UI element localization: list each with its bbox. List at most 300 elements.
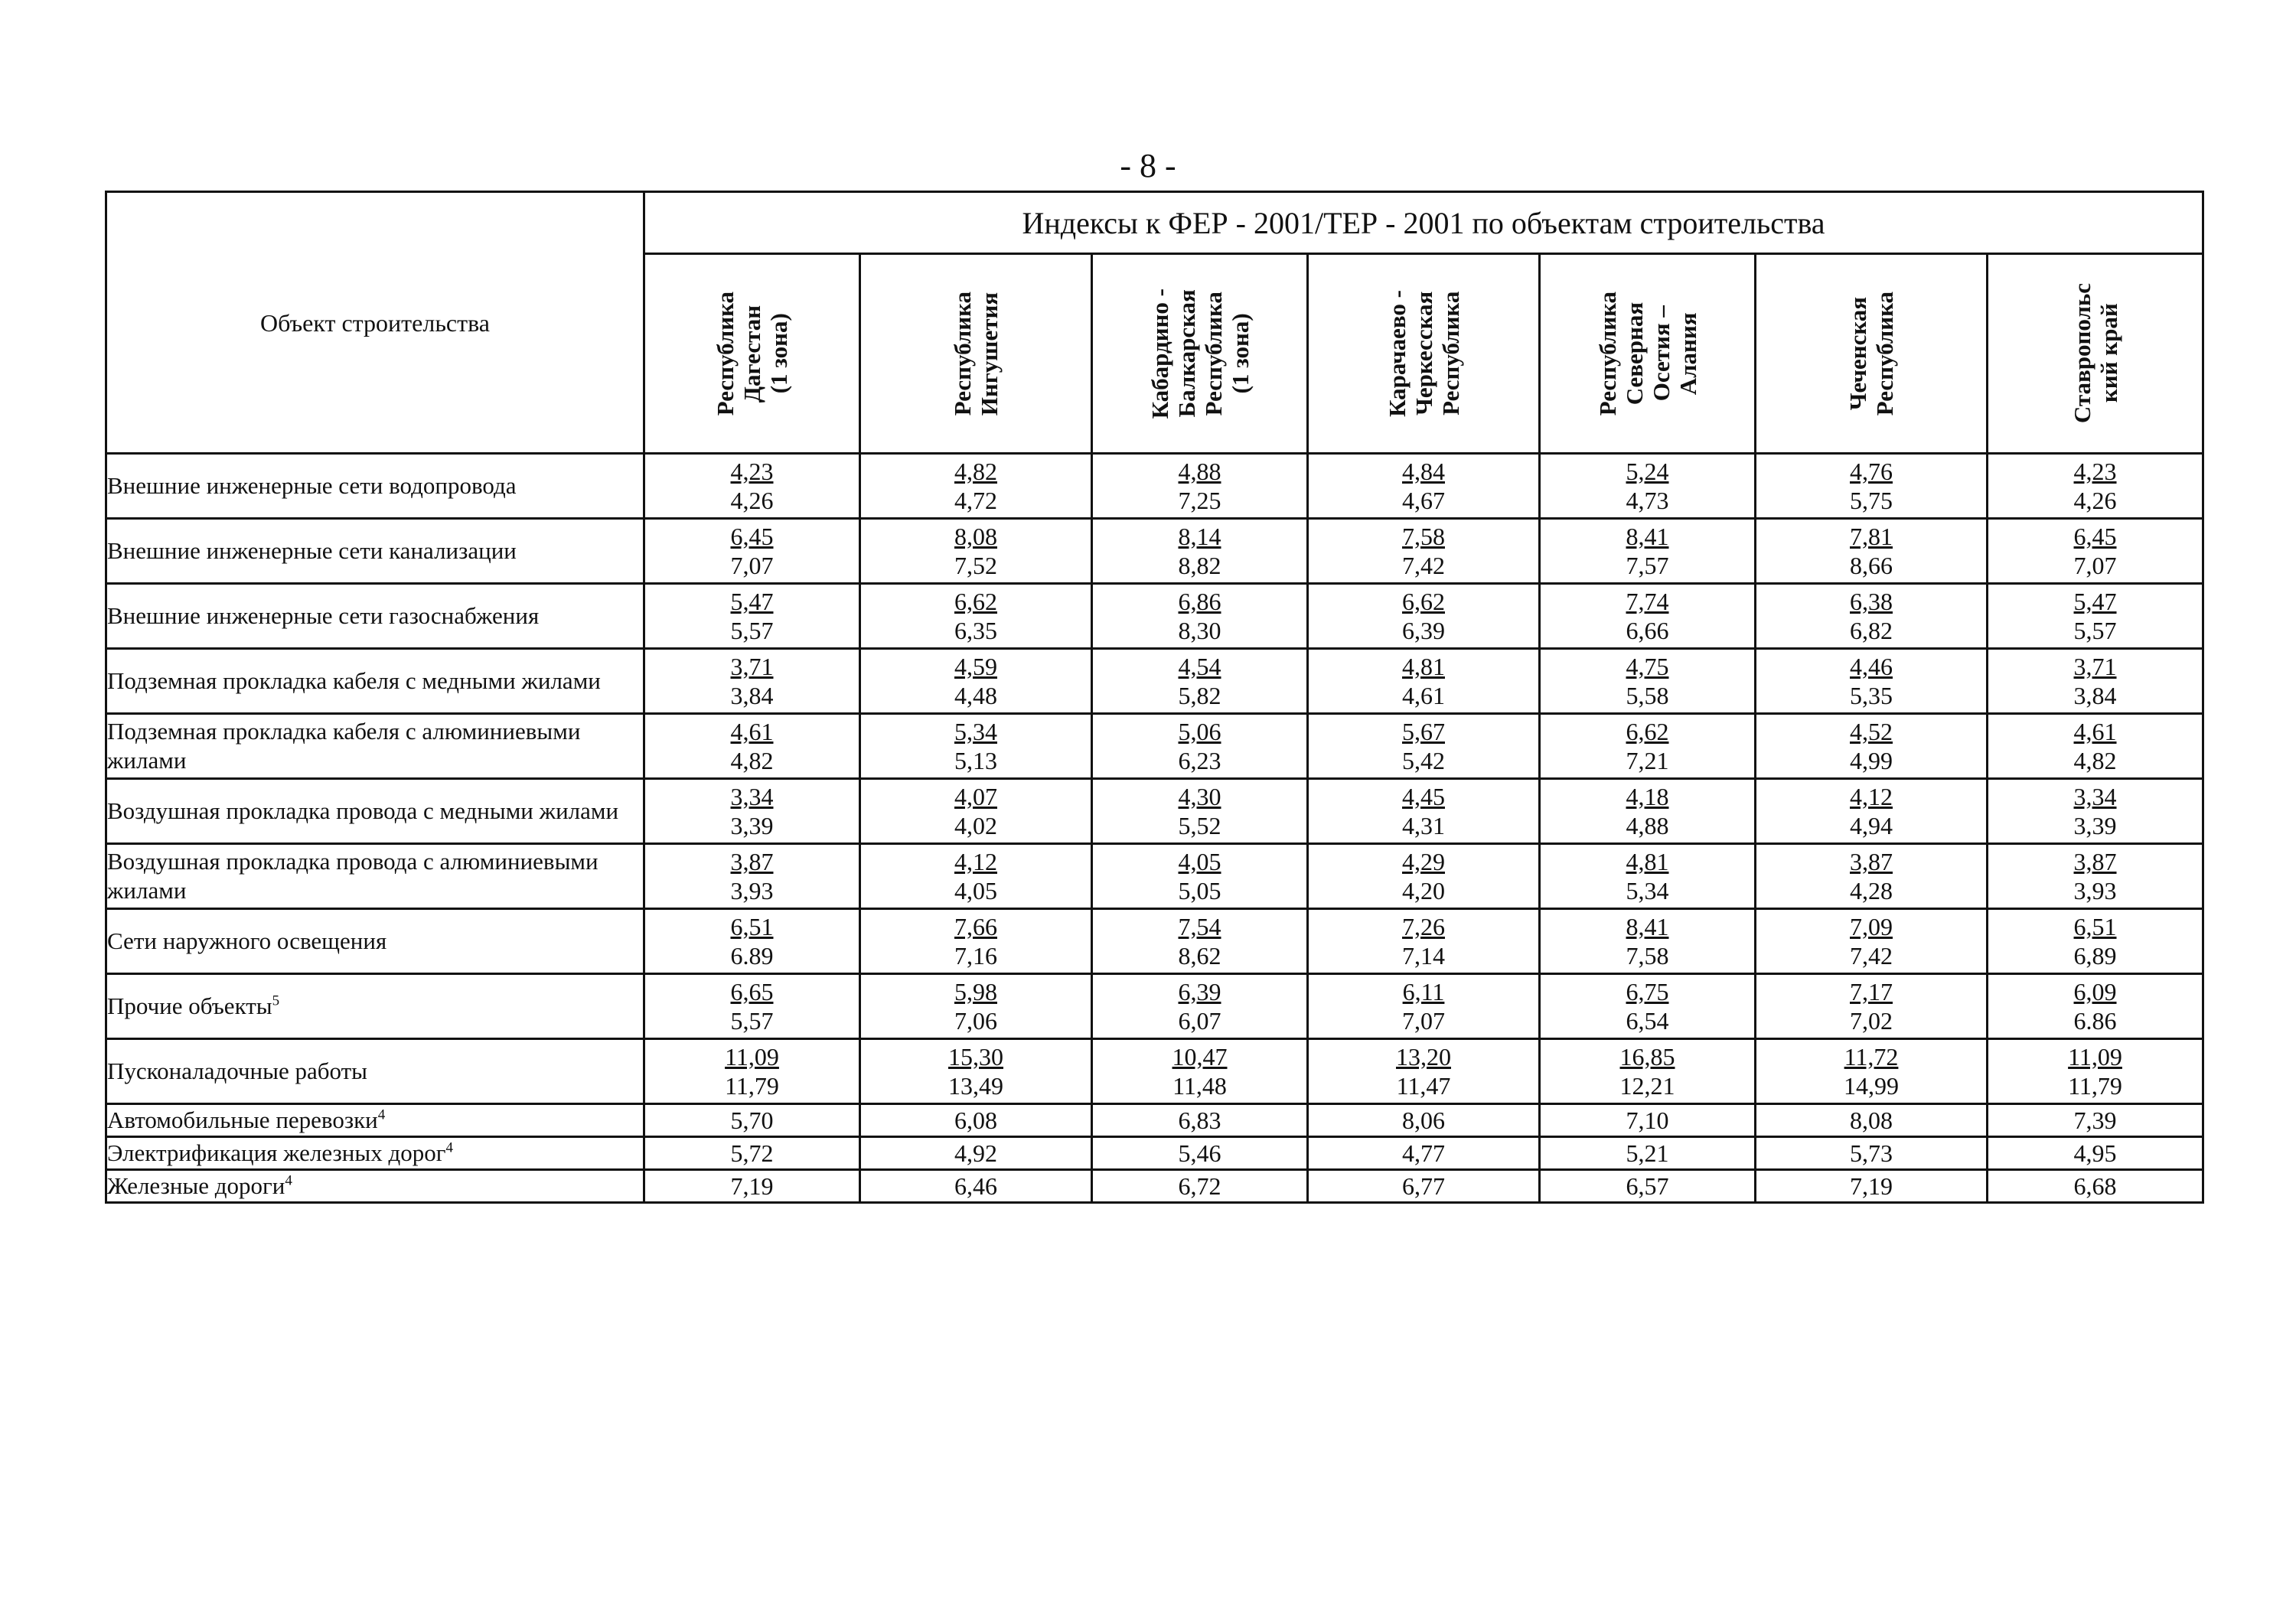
row-label xyxy=(106,714,644,779)
ter-index-value: 4,05 xyxy=(954,877,997,904)
ter-index-value: 7,42 xyxy=(1402,552,1445,579)
footnote-marker: 5 xyxy=(272,992,280,1009)
index-cell xyxy=(644,844,860,909)
index-cell xyxy=(1756,714,1988,779)
table-row xyxy=(106,649,2203,714)
fer-index-value: 4,88 xyxy=(1178,458,1221,485)
index-cell xyxy=(1308,1137,1540,1170)
fer-index-value: 11,72 xyxy=(1844,1043,1899,1071)
fer-index-value: 4,75 xyxy=(1626,653,1669,680)
row-label xyxy=(106,1039,644,1104)
fer-index-value: 6,45 xyxy=(730,523,774,550)
index-cell xyxy=(1092,454,1308,519)
fer-index-value: 6,65 xyxy=(730,978,774,1005)
row-label xyxy=(106,649,644,714)
ter-index-value: 7,25 xyxy=(1178,487,1221,514)
ter-index-value: 5,57 xyxy=(2073,617,2117,644)
ter-index-value: 7,14 xyxy=(1402,942,1445,970)
fer-index-value: 6,51 xyxy=(2073,913,2117,940)
fer-index-value: 3,87 xyxy=(2073,848,2117,875)
ter-index-value: 7,07 xyxy=(730,552,774,579)
index-cell xyxy=(1092,1039,1308,1104)
index-cell xyxy=(1092,974,1308,1039)
index-value: 8,08 xyxy=(1850,1106,1893,1134)
ter-index-value: 7,07 xyxy=(1402,1007,1445,1035)
ter-index-value: 3,39 xyxy=(730,812,774,839)
ter-index-value: 4,99 xyxy=(1850,747,1893,774)
ter-index-value: 6,07 xyxy=(1178,1007,1221,1035)
ter-index-value: 6,39 xyxy=(1402,617,1445,644)
ter-index-value: 4,72 xyxy=(954,487,997,514)
index-cell xyxy=(1092,714,1308,779)
fer-index-value: 6,09 xyxy=(2073,978,2117,1005)
fer-index-value: 4,54 xyxy=(1178,653,1221,680)
index-cell xyxy=(1988,1137,2203,1170)
fer-index-value: 6,62 xyxy=(1626,718,1669,745)
table-row xyxy=(106,1104,2203,1137)
fer-index-value: 5,06 xyxy=(1178,718,1221,745)
fer-index-value: 15,30 xyxy=(948,1043,1003,1071)
index-cell xyxy=(1540,584,1756,649)
index-cell xyxy=(1988,519,2203,584)
ter-index-value: 5,58 xyxy=(1626,682,1669,709)
fer-index-value: 4,23 xyxy=(730,458,774,485)
index-cell xyxy=(1756,584,1988,649)
row-label-text: Пусконаладочные работы xyxy=(107,1058,367,1084)
index-table xyxy=(105,191,2204,1204)
row-label xyxy=(106,454,644,519)
fer-index-value: 8,14 xyxy=(1178,523,1221,550)
index-cell xyxy=(1540,1039,1756,1104)
index-cell xyxy=(1756,1039,1988,1104)
index-value: 4,95 xyxy=(2073,1139,2117,1167)
index-cell xyxy=(1540,909,1756,974)
index-cell xyxy=(1988,584,2203,649)
index-cell xyxy=(860,974,1092,1039)
ter-index-value: 3,84 xyxy=(730,682,774,709)
fer-index-value: 10,47 xyxy=(1172,1043,1228,1071)
ter-index-value: 7,42 xyxy=(1850,942,1893,970)
index-cell xyxy=(1092,584,1308,649)
table-row xyxy=(106,454,2203,519)
row-label-text: Подземная прокладка кабеля с медными жилами xyxy=(107,667,601,694)
fer-index-value: 8,41 xyxy=(1626,523,1669,550)
index-cell xyxy=(1308,1170,1540,1203)
fer-index-value: 3,87 xyxy=(1850,848,1893,875)
index-cell xyxy=(1540,779,1756,844)
row-label-text: Автомобильные перевозки xyxy=(107,1106,378,1133)
ter-index-value: 4,26 xyxy=(730,487,774,514)
fer-index-value: 4,45 xyxy=(1402,783,1445,810)
fer-index-value: 7,66 xyxy=(954,913,997,940)
index-value: 6,46 xyxy=(954,1172,997,1200)
fer-index-value: 13,20 xyxy=(1396,1043,1451,1071)
ter-index-value: 4,67 xyxy=(1402,487,1445,514)
index-cell xyxy=(1540,1137,1756,1170)
index-cell xyxy=(1988,844,2203,909)
fer-index-value: 7,58 xyxy=(1402,523,1445,550)
index-cell xyxy=(1308,714,1540,779)
ter-index-value: 4,61 xyxy=(1402,682,1445,709)
index-cell xyxy=(860,1170,1092,1203)
index-cell xyxy=(1092,1104,1308,1137)
ter-index-value: 5,42 xyxy=(1402,747,1445,774)
index-cell xyxy=(1308,454,1540,519)
fer-index-value: 7,74 xyxy=(1626,588,1669,615)
fer-index-value: 7,09 xyxy=(1850,913,1893,940)
row-label xyxy=(106,844,644,909)
fer-index-value: 6,51 xyxy=(730,913,774,940)
index-value: 7,19 xyxy=(730,1172,774,1200)
ter-index-value: 5,52 xyxy=(1178,812,1221,839)
index-cell xyxy=(644,909,860,974)
fer-index-value: 6,45 xyxy=(2073,523,2117,550)
fer-index-value: 4,52 xyxy=(1850,718,1893,745)
fer-index-value: 4,12 xyxy=(954,848,997,875)
fer-index-value: 4,46 xyxy=(1850,653,1893,680)
index-cell xyxy=(1308,1039,1540,1104)
fer-index-value: 8,41 xyxy=(1626,913,1669,940)
ter-index-value: 3,93 xyxy=(730,877,774,904)
fer-index-value: 4,30 xyxy=(1178,783,1221,810)
ter-index-value: 11,79 xyxy=(725,1072,779,1100)
ter-index-value: 4,26 xyxy=(2073,487,2117,514)
index-value: 6,08 xyxy=(954,1106,997,1134)
fer-index-value: 4,82 xyxy=(954,458,997,485)
index-cell xyxy=(1756,779,1988,844)
fer-index-value: 4,12 xyxy=(1850,783,1893,810)
ter-index-value: 3,84 xyxy=(2073,682,2117,709)
fer-index-value: 5,67 xyxy=(1402,718,1445,745)
fer-index-value: 4,84 xyxy=(1402,458,1445,485)
index-cell xyxy=(644,584,860,649)
table-row xyxy=(106,909,2203,974)
index-cell xyxy=(860,909,1092,974)
region-header: Республика Северная Осетия – Алания xyxy=(1540,254,1756,454)
row-label xyxy=(106,909,644,974)
index-cell xyxy=(1988,714,2203,779)
region-header: Ставропольс кий край xyxy=(1988,254,2203,454)
indices-main-header: Индексы к ФЕР - 2001/ТЕР - 2001 по объектам строительства xyxy=(644,192,2203,254)
fer-index-value: 5,47 xyxy=(730,588,774,615)
index-cell xyxy=(1756,1104,1988,1137)
index-cell xyxy=(1308,844,1540,909)
ter-index-value: 5,57 xyxy=(730,617,774,644)
index-cell xyxy=(1756,1137,1988,1170)
fer-index-value: 6,62 xyxy=(954,588,997,615)
index-value: 6,83 xyxy=(1178,1106,1221,1134)
fer-index-value: 5,24 xyxy=(1626,458,1669,485)
ter-index-value: 5,82 xyxy=(1178,682,1221,709)
ter-index-value: 6,89 xyxy=(2073,942,2117,970)
index-cell xyxy=(860,844,1092,909)
index-cell xyxy=(1092,1170,1308,1203)
index-cell xyxy=(1988,909,2203,974)
ter-index-value: 5,75 xyxy=(1850,487,1893,514)
ter-index-value: 6,66 xyxy=(1626,617,1669,644)
fer-index-value: 3,34 xyxy=(730,783,774,810)
fer-index-value: 4,23 xyxy=(2073,458,2117,485)
ter-index-value: 7,02 xyxy=(1850,1007,1893,1035)
region-header: Кабардино - Балкарская Республика (1 зона) xyxy=(1092,254,1308,454)
index-cell xyxy=(1756,519,1988,584)
index-value: 5,21 xyxy=(1626,1139,1669,1167)
region-header: Республика Ингушетия xyxy=(860,254,1092,454)
index-cell xyxy=(1988,1170,2203,1203)
index-cell xyxy=(1988,1039,2203,1104)
row-label-text: Внешние инженерные сети канализации xyxy=(107,537,517,564)
ter-index-value: 11,47 xyxy=(1396,1072,1451,1100)
ter-index-value: 5,34 xyxy=(1626,877,1669,904)
fer-index-value: 6,86 xyxy=(1178,588,1221,615)
fer-index-value: 3,71 xyxy=(730,653,774,680)
index-value: 6,77 xyxy=(1402,1172,1445,1200)
index-cell xyxy=(1308,974,1540,1039)
fer-index-value: 5,47 xyxy=(2073,588,2117,615)
ter-index-value: 4,88 xyxy=(1626,812,1669,839)
index-cell xyxy=(1092,649,1308,714)
table-row xyxy=(106,844,2203,909)
ter-index-value: 5,05 xyxy=(1178,877,1221,904)
fer-index-value: 6,38 xyxy=(1850,588,1893,615)
index-value: 4,77 xyxy=(1402,1139,1445,1167)
index-cell xyxy=(1092,779,1308,844)
fer-index-value: 7,26 xyxy=(1402,913,1445,940)
index-cell xyxy=(1308,649,1540,714)
ter-index-value: 7,16 xyxy=(954,942,997,970)
fer-index-value: 8,08 xyxy=(954,523,997,550)
ter-index-value: 8,30 xyxy=(1178,617,1221,644)
index-cell xyxy=(1756,454,1988,519)
index-cell xyxy=(1308,909,1540,974)
ter-index-value: 7,58 xyxy=(1626,942,1669,970)
index-cell xyxy=(860,714,1092,779)
fer-index-value: 7,81 xyxy=(1850,523,1893,550)
ter-index-value: 7,57 xyxy=(1626,552,1669,579)
index-cell xyxy=(1988,1104,2203,1137)
ter-index-value: 5,57 xyxy=(730,1007,774,1035)
index-cell xyxy=(1988,649,2203,714)
ter-index-value: 6,23 xyxy=(1178,747,1221,774)
index-value: 6,57 xyxy=(1626,1172,1669,1200)
index-cell xyxy=(1308,1104,1540,1137)
ter-index-value: 3,93 xyxy=(2073,877,2117,904)
table-row xyxy=(106,779,2203,844)
index-cell xyxy=(1988,779,2203,844)
fer-index-value: 11,09 xyxy=(2068,1043,2122,1071)
row-label-text: Электрификация железных дорог xyxy=(107,1139,446,1166)
ter-index-value: 4,73 xyxy=(1626,487,1669,514)
region-header: Чеченская Республика xyxy=(1756,254,1988,454)
index-cell xyxy=(860,519,1092,584)
ter-index-value: 5,13 xyxy=(954,747,997,774)
index-cell xyxy=(644,519,860,584)
fer-index-value: 4,59 xyxy=(954,653,997,680)
index-cell xyxy=(1988,454,2203,519)
ter-index-value: 8,66 xyxy=(1850,552,1893,579)
fer-index-value: 7,54 xyxy=(1178,913,1221,940)
index-value: 4,92 xyxy=(954,1139,997,1167)
row-label xyxy=(106,1104,644,1137)
index-cell xyxy=(860,1104,1092,1137)
index-cell xyxy=(1988,974,2203,1039)
ter-index-value: 4,28 xyxy=(1850,877,1893,904)
index-cell xyxy=(1308,584,1540,649)
row-label xyxy=(106,1137,644,1170)
index-cell xyxy=(1540,649,1756,714)
index-cell xyxy=(644,454,860,519)
fer-index-value: 4,61 xyxy=(2073,718,2117,745)
fer-index-value: 6,39 xyxy=(1178,978,1221,1005)
fer-index-value: 5,98 xyxy=(954,978,997,1005)
region-header: Республика Дагестан (1 зона) xyxy=(644,254,860,454)
row-label xyxy=(106,779,644,844)
table-row xyxy=(106,714,2203,779)
index-cell xyxy=(1540,1104,1756,1137)
row-label-text: Подземная прокладка кабеля с алюминиевыми жилами xyxy=(107,718,581,774)
ter-index-value: 7,21 xyxy=(1626,747,1669,774)
index-cell xyxy=(860,649,1092,714)
table-row xyxy=(106,1170,2203,1203)
row-label xyxy=(106,1170,644,1203)
index-value: 5,72 xyxy=(730,1139,774,1167)
index-value: 7,10 xyxy=(1626,1106,1669,1134)
index-cell xyxy=(860,584,1092,649)
index-cell xyxy=(644,1170,860,1203)
index-cell xyxy=(1540,1170,1756,1203)
index-cell xyxy=(644,779,860,844)
row-label-text: Прочие объекты xyxy=(107,992,272,1019)
index-value: 6,72 xyxy=(1178,1172,1221,1200)
row-label-text: Сети наружного освещения xyxy=(107,927,387,954)
fer-index-value: 3,87 xyxy=(730,848,774,875)
fer-index-value: 11,09 xyxy=(725,1043,779,1071)
index-cell xyxy=(860,1137,1092,1170)
object-header: Объект строительства xyxy=(106,192,644,454)
index-cell xyxy=(860,779,1092,844)
index-cell xyxy=(1756,909,1988,974)
fer-index-value: 7,17 xyxy=(1850,978,1893,1005)
row-label-text: Воздушная прокладка провода с алюминиевыми жилами xyxy=(107,848,598,904)
fer-index-value: 3,71 xyxy=(2073,653,2117,680)
index-cell xyxy=(644,714,860,779)
index-value: 5,46 xyxy=(1178,1139,1221,1167)
index-value: 8,06 xyxy=(1402,1106,1445,1134)
table-body xyxy=(106,454,2203,1203)
row-label xyxy=(106,519,644,584)
ter-index-value: 6.86 xyxy=(2073,1007,2117,1035)
region-header: Карачаево - Черкесская Республика xyxy=(1308,254,1540,454)
index-cell xyxy=(1092,909,1308,974)
ter-index-value: 4,48 xyxy=(954,682,997,709)
ter-index-value: 4,82 xyxy=(2073,747,2117,774)
table-row xyxy=(106,1039,2203,1104)
ter-index-value: 12,21 xyxy=(1619,1072,1675,1100)
row-label-text: Железные дороги xyxy=(107,1172,285,1199)
fer-index-value: 6,11 xyxy=(1402,978,1445,1005)
row-label xyxy=(106,584,644,649)
index-cell xyxy=(1308,519,1540,584)
ter-index-value: 4,20 xyxy=(1402,877,1445,904)
ter-index-value: 14,99 xyxy=(1844,1072,1899,1100)
ter-index-value: 8,62 xyxy=(1178,942,1221,970)
fer-index-value: 5,34 xyxy=(954,718,997,745)
table-row xyxy=(106,519,2203,584)
index-cell xyxy=(644,1104,860,1137)
fer-index-value: 4,18 xyxy=(1626,783,1669,810)
index-cell xyxy=(1540,974,1756,1039)
ter-index-value: 6,82 xyxy=(1850,617,1893,644)
footnote-marker: 4 xyxy=(377,1106,386,1123)
index-value: 7,39 xyxy=(2073,1106,2117,1134)
fer-index-value: 4,29 xyxy=(1402,848,1445,875)
index-cell xyxy=(644,1137,860,1170)
fer-index-value: 4,05 xyxy=(1178,848,1221,875)
index-value: 5,70 xyxy=(730,1106,774,1134)
index-cell xyxy=(1092,844,1308,909)
row-label-text: Внешние инженерные сети газоснабжения xyxy=(107,602,540,629)
fer-index-value: 3,34 xyxy=(2073,783,2117,810)
ter-index-value: 11,79 xyxy=(2068,1072,2122,1100)
ter-index-value: 6.89 xyxy=(730,942,774,970)
row-label-text: Внешние инженерные сети водопровода xyxy=(107,472,517,499)
index-value: 5,73 xyxy=(1850,1139,1893,1167)
index-cell xyxy=(1308,779,1540,844)
index-cell xyxy=(1092,519,1308,584)
index-cell xyxy=(1756,1170,1988,1203)
index-cell xyxy=(644,649,860,714)
table-row xyxy=(106,1137,2203,1170)
ter-index-value: 6,35 xyxy=(954,617,997,644)
index-cell xyxy=(1092,1137,1308,1170)
ter-index-value: 4,31 xyxy=(1402,812,1445,839)
index-cell xyxy=(860,454,1092,519)
index-cell xyxy=(1756,974,1988,1039)
index-cell xyxy=(1540,714,1756,779)
footnote-marker: 4 xyxy=(445,1139,453,1156)
ter-index-value: 3,39 xyxy=(2073,812,2117,839)
ter-index-value: 6,54 xyxy=(1626,1007,1669,1035)
fer-index-value: 16,85 xyxy=(1619,1043,1675,1071)
index-cell xyxy=(1540,454,1756,519)
footnote-marker: 4 xyxy=(285,1172,292,1189)
ter-index-value: 4,94 xyxy=(1850,812,1893,839)
ter-index-value: 13,49 xyxy=(948,1072,1003,1100)
ter-index-value: 7,06 xyxy=(954,1007,997,1035)
page-number: - 8 - xyxy=(1120,147,1176,184)
index-cell xyxy=(1540,519,1756,584)
ter-index-value: 4,02 xyxy=(954,812,997,839)
index-value: 7,19 xyxy=(1850,1172,1893,1200)
ter-index-value: 4,82 xyxy=(730,747,774,774)
fer-index-value: 6,75 xyxy=(1626,978,1669,1005)
fer-index-value: 4,61 xyxy=(730,718,774,745)
table-row xyxy=(106,584,2203,649)
fer-index-value: 4,76 xyxy=(1850,458,1893,485)
ter-index-value: 8,82 xyxy=(1178,552,1221,579)
index-cell xyxy=(644,1039,860,1104)
fer-index-value: 4,81 xyxy=(1402,653,1445,680)
index-value: 6,68 xyxy=(2073,1172,2117,1200)
index-cell xyxy=(644,974,860,1039)
fer-index-value: 4,81 xyxy=(1626,848,1669,875)
index-cell xyxy=(1756,649,1988,714)
index-cell xyxy=(1540,844,1756,909)
table-row xyxy=(106,974,2203,1039)
row-label-text: Воздушная прокладка провода с медными жилами xyxy=(107,797,619,824)
index-cell xyxy=(860,1039,1092,1104)
ter-index-value: 11,48 xyxy=(1172,1072,1227,1100)
